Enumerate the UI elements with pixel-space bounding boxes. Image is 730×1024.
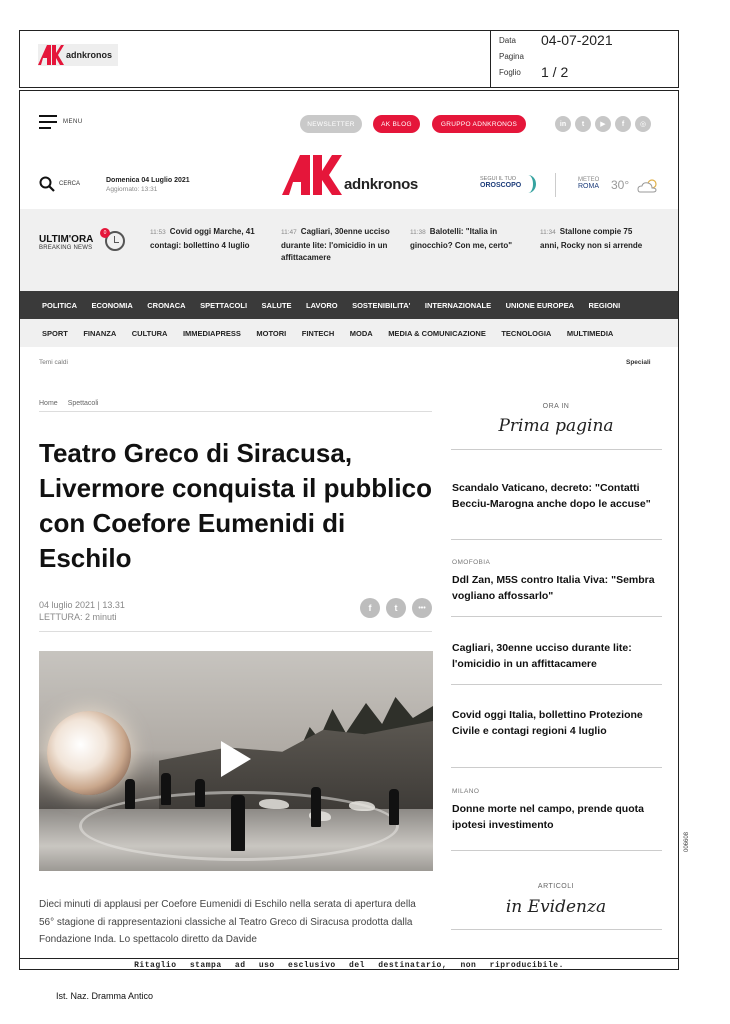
- news-time: 11:47: [281, 229, 297, 236]
- pagina-label: Pagina: [499, 52, 524, 61]
- nav-item-sostenibilita[interactable]: SOSTENIBILITA': [352, 300, 411, 310]
- ak-logo-icon: [282, 155, 342, 195]
- twitter-icon[interactable]: t: [575, 116, 591, 132]
- sidebar-headline: Covid oggi Italia, bollettino Protezione Civile e contagi regioni 4 luglio: [452, 709, 643, 737]
- site-logo[interactable]: [282, 155, 418, 195]
- primary-nav: [20, 291, 678, 319]
- nav-item-cultura[interactable]: CULTURA: [131, 328, 168, 338]
- webpage-frame: [19, 90, 679, 970]
- ora-in-label: ORA IN: [542, 403, 570, 410]
- temperature: 30°: [611, 178, 630, 192]
- ultimora-subtitle: BREAKING NEWS: [39, 245, 93, 251]
- temi-caldi-link[interactable]: Temi caldi: [39, 359, 68, 366]
- video-sphere: [47, 711, 131, 795]
- menu-label: MENU: [63, 119, 83, 125]
- nav-item-motori[interactable]: MOTORI: [256, 328, 287, 338]
- sidebar-item[interactable]: [452, 480, 662, 512]
- article-body: Dieci minuti di applausi per Coefore Eumenidi di Eschilo nella serata di apertura della 56° stagione di rappresentazioni classiche al Teatro Greco di Siracusa prodotta dalla Fondazione Inda. Lo spettacolo diretto da Davide: [39, 899, 416, 945]
- sidebar-item[interactable]: [452, 640, 662, 672]
- clipping-header: [19, 30, 679, 88]
- sidebar-headline: Scandalo Vaticano, decreto: "Contatti Becciu-Marogna anche dopo le accuse": [452, 482, 651, 510]
- oroscopo-link[interactable]: [480, 176, 521, 189]
- nav-item-internazionale[interactable]: INTERNAZIONALE: [424, 300, 492, 310]
- breaking-news-bar: [20, 209, 678, 291]
- breadcrumb-spettacoli[interactable]: Spettacoli: [67, 400, 99, 407]
- oroscopo-top: SEGUI IL TUO: [480, 176, 517, 182]
- client-name: Ist. Naz. Dramma Antico: [56, 991, 154, 1001]
- breadcrumb-divider: [39, 411, 432, 412]
- meteo-city: ROMA: [578, 183, 599, 190]
- nav-item-lavoro[interactable]: LAVORO: [306, 300, 338, 310]
- news-time: 11:53: [150, 229, 166, 236]
- data-label: Data: [499, 36, 516, 45]
- article-headline: Teatro Greco di Siracusa, Livermore conquista il pubblico con Coefore Eumenidi di Eschilo: [39, 438, 432, 573]
- ultimora-title: ULTIM'ORA: [39, 234, 94, 245]
- prima-pagina-title: Prima pagina: [498, 416, 614, 436]
- articoli-label: ARTICOLI: [537, 883, 575, 890]
- menu-button[interactable]: [39, 115, 83, 129]
- article-meta: [39, 599, 125, 623]
- sidebar-divider: [451, 850, 662, 851]
- speciali-link[interactable]: Speciali: [626, 359, 651, 366]
- sidebar-item[interactable]: [452, 707, 662, 739]
- news-text: Balotelli: "Italia in ginocchio? Con me, certo": [410, 227, 513, 250]
- meta-divider: [39, 631, 432, 632]
- instagram-icon[interactable]: ◎: [635, 116, 651, 132]
- clipping-code: 006608: [684, 831, 690, 852]
- news-text: Covid oggi Marche, 41 contagi: bollettino 4 luglio: [150, 227, 255, 250]
- breaking-news-item[interactable]: [281, 226, 391, 265]
- notification-badge: 0: [100, 228, 110, 238]
- partly-cloudy-icon: [636, 178, 660, 194]
- foglio-label: Foglio: [499, 68, 521, 77]
- ak-logo-icon: [38, 45, 64, 65]
- data-value: 04-07-2021: [541, 32, 613, 48]
- sidebar-kicker: OMOFOBIA: [452, 559, 491, 566]
- sidebar-divider: [451, 539, 662, 540]
- reading-time: LETTURA: 2 minuti: [39, 612, 117, 622]
- nav-item-spettacoli[interactable]: SPETTACOLI: [200, 300, 248, 310]
- facebook-icon[interactable]: f: [615, 116, 631, 132]
- video-figure: [161, 773, 171, 805]
- video-figure: [195, 779, 205, 807]
- nav-item-media-comunicazione[interactable]: MEDIA & COMUNICAZIONE: [388, 328, 486, 338]
- sidebar-divider: [451, 684, 662, 685]
- search-label: CERCA: [59, 181, 81, 187]
- oroscopo-label: OROSCOPO: [480, 182, 522, 189]
- ak-blog-button[interactable]: AK BLOG: [373, 115, 420, 133]
- meteo-label: METEO: [578, 177, 600, 183]
- article-video[interactable]: [39, 651, 433, 871]
- nav-item-moda[interactable]: MODA: [349, 328, 373, 338]
- nav-item-economia[interactable]: ECONOMIA: [91, 300, 133, 310]
- sidebar-divider: [451, 767, 662, 768]
- youtube-icon[interactable]: ▶: [595, 116, 611, 132]
- breadcrumb: [39, 400, 108, 407]
- sidebar-headline: Donne morte nel campo, prende quota ipotesi investimento: [452, 803, 644, 831]
- nav-item-immediapress[interactable]: IMMEDIAPRESS: [182, 328, 241, 338]
- breaking-news-item[interactable]: [410, 226, 520, 252]
- search-icon: [39, 176, 55, 192]
- nav-item-tecnologia[interactable]: TECNOLOGIA: [501, 328, 552, 338]
- clipping-notice: Ritaglio stampa ad uso esclusivo del destinatario, non riproducibile.: [19, 958, 679, 971]
- nav-item-politica[interactable]: POLITICA: [42, 300, 77, 310]
- newsletter-button[interactable]: NEWSLETTER: [300, 115, 362, 133]
- news-time: 11:34: [540, 229, 556, 236]
- nav-item-fintech[interactable]: FINTECH: [301, 328, 335, 338]
- news-text: Stallone compie 75 anni, Rocky non si arrende: [540, 227, 643, 250]
- sidebar-divider: [451, 449, 662, 450]
- breaking-news-item[interactable]: [540, 226, 650, 252]
- gruppo-adnkronos-button[interactable]: GRUPPO ADNKRONOS: [432, 115, 526, 133]
- sidebar-kicker: MILANO: [452, 788, 480, 795]
- clipping-meta: [490, 30, 680, 88]
- foglio-value: 1 / 2: [541, 64, 569, 80]
- social-links: [555, 116, 651, 132]
- nav-item-multimedia[interactable]: MULTIMEDIA: [566, 328, 614, 338]
- logo-text: adnkronos: [344, 176, 418, 193]
- header-divider: [555, 173, 556, 197]
- nav-item-finanza[interactable]: FINANZA: [83, 328, 117, 338]
- secondary-nav: [20, 319, 678, 347]
- sidebar-divider: [451, 929, 662, 930]
- nav-item-regioni[interactable]: REGIONI: [588, 300, 621, 310]
- sidebar-headline: Ddl Zan, M5S contro Italia Viva: "Sembra vogliano affossarlo": [452, 574, 655, 602]
- news-time: 11:38: [410, 229, 426, 236]
- video-rock: [349, 801, 375, 811]
- video-rock: [259, 799, 289, 809]
- search-button[interactable]: [39, 176, 80, 192]
- share-twitter-icon[interactable]: t: [386, 598, 406, 618]
- nav-item-salute[interactable]: SALUTE: [261, 300, 292, 310]
- share-facebook-icon[interactable]: f: [360, 598, 380, 618]
- hamburger-icon: [39, 115, 57, 129]
- article-date: 04 luglio 2021 | 13.31: [39, 600, 125, 610]
- sidebar-headline: Cagliari, 30enne ucciso durante lite: l'omicidio in un affittacamere: [452, 642, 632, 670]
- sidebar-divider: [451, 616, 662, 617]
- date-box: [106, 177, 190, 193]
- breaking-news-title: [39, 234, 93, 251]
- clipping-logo-text: adnkronos: [66, 50, 113, 60]
- breadcrumb-home[interactable]: Home: [39, 400, 58, 407]
- video-figure: [125, 779, 135, 809]
- updated-time: Aggiornato: 13:31: [106, 186, 158, 193]
- share-more-icon[interactable]: •••: [412, 598, 432, 618]
- news-text: Cagliari, 30enne ucciso durante lite: l'omicidio in un affittacamere: [281, 227, 390, 262]
- linkedin-icon[interactable]: in: [555, 116, 571, 132]
- moon-icon: [520, 175, 536, 193]
- nav-item-cronaca[interactable]: CRONACA: [147, 300, 186, 310]
- nav-item-sport[interactable]: SPORT: [42, 328, 68, 338]
- play-icon[interactable]: [221, 741, 251, 777]
- current-date: Domenica 04 Luglio 2021: [106, 177, 190, 184]
- meteo-link[interactable]: [578, 177, 599, 190]
- breaking-news-item[interactable]: [150, 226, 260, 252]
- clipping-logo: [38, 44, 118, 66]
- video-figure: [311, 787, 321, 827]
- sidebar-item[interactable]: [452, 788, 662, 833]
- sidebar-item[interactable]: [452, 559, 662, 604]
- in-evidenza-title: in Evidenza: [505, 897, 607, 917]
- video-figure: [231, 795, 245, 851]
- video-figure: [389, 789, 399, 825]
- nav-item-unione-europea[interactable]: UNIONE EUROPEA: [505, 300, 574, 310]
